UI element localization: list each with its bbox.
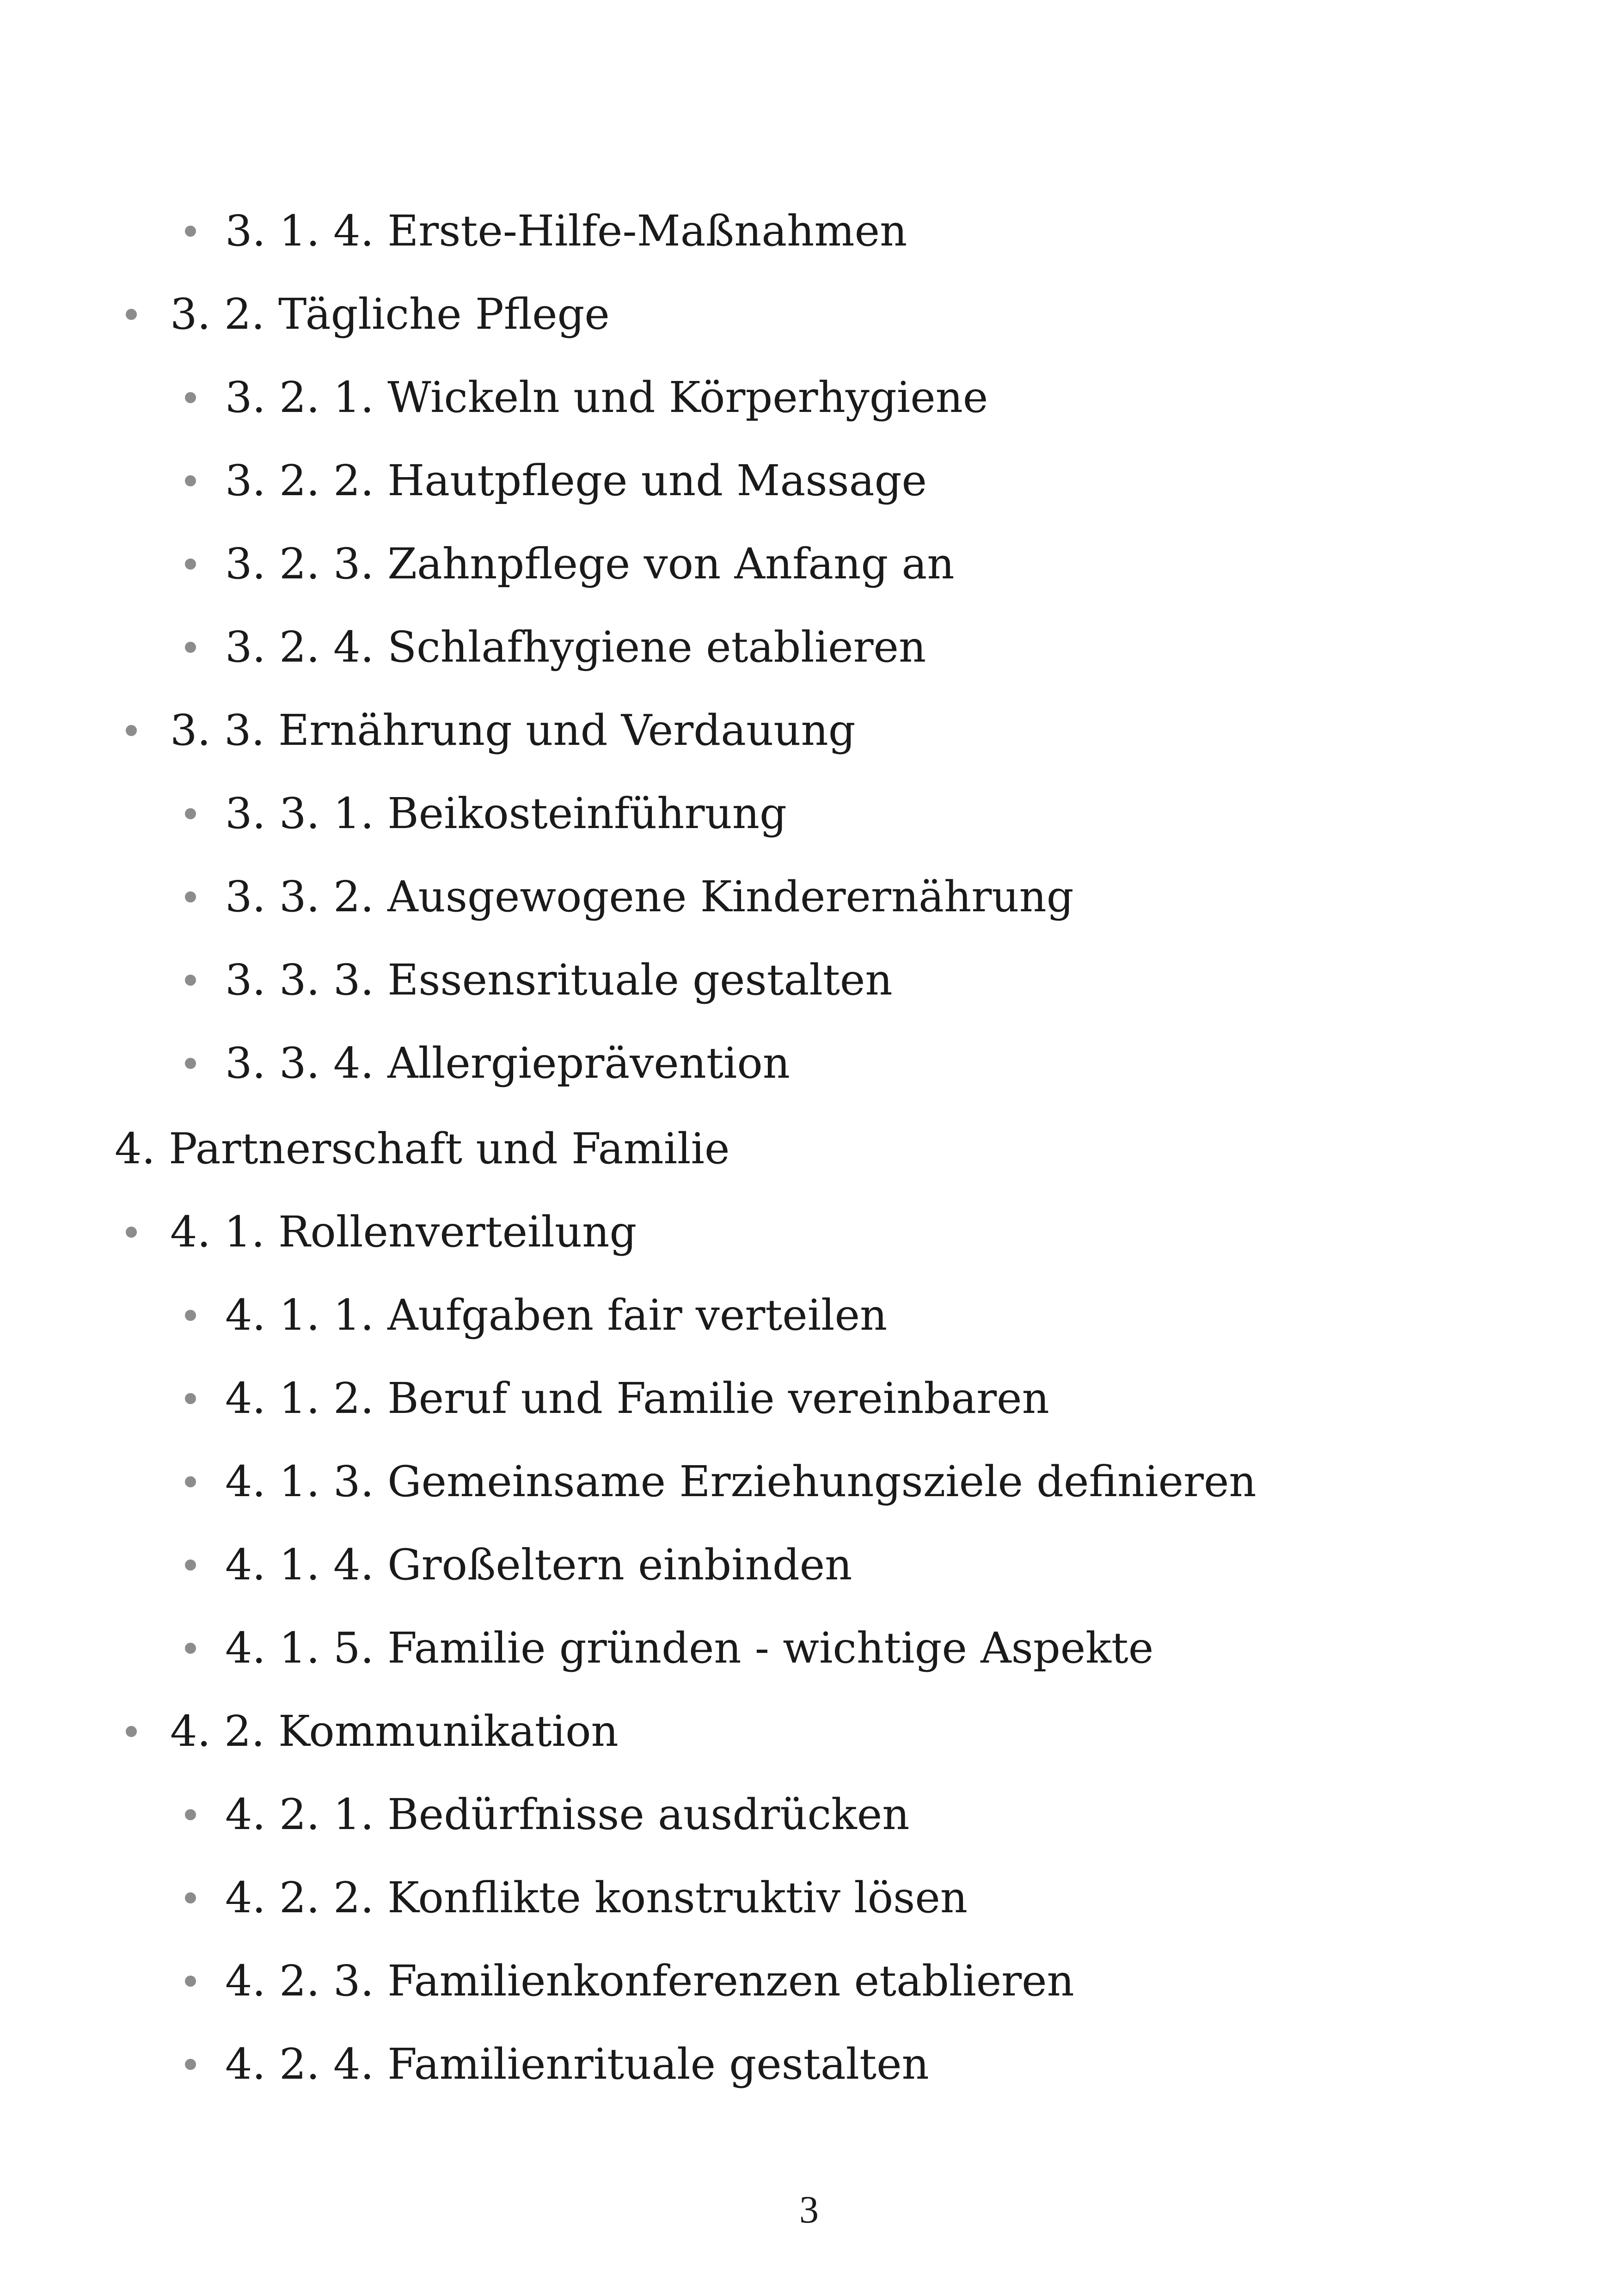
toc-entry-label: 3. 2. 1. Wickeln und Körperhygiene [225, 373, 988, 422]
bullet-icon [185, 475, 196, 486]
bullet-icon [185, 1476, 196, 1487]
toc-entry-label: 3. 2. 3. Zahnpflege von Anfang an [225, 539, 955, 589]
bullet-icon [185, 891, 196, 902]
bullet-icon [185, 559, 196, 570]
bullet-icon [185, 808, 196, 819]
bullet-icon [126, 1227, 137, 1238]
toc-entry-label: 4. 2. 3. Familienkonferenzen etablieren [225, 1956, 1074, 2006]
toc-entry-label: 4. 1. 1. Aufgaben fair verteilen [225, 1290, 888, 1340]
toc-entry-label: 4. 2. Kommunikation [170, 1707, 619, 1756]
bullet-icon [185, 642, 196, 653]
toc-entry-label: 3. 2. Tägliche Pflege [170, 289, 610, 339]
toc-entry-label: 3. 3. 1. Beikosteinführung [225, 789, 787, 838]
toc-entry-label: 4. 2. 2. Konflikte konstruktiv lösen [225, 1873, 968, 1922]
toc-entry-label: 3. 3. 3. Essensrituale gestalten [225, 955, 893, 1005]
toc-entry-label: 4. 1. 2. Beruf und Familie vereinbaren [225, 1374, 1049, 1423]
toc-entry-label: 4. 2. 4. Familienrituale gestalten [225, 2039, 929, 2089]
bullet-icon [185, 975, 196, 986]
bullet-icon [126, 1726, 137, 1737]
bullet-icon [185, 1643, 196, 1654]
bullet-icon [185, 2059, 196, 2070]
bullet-icon [185, 1809, 196, 1820]
bullet-icon [185, 1892, 196, 1903]
toc-entry-label: 4. 2. 1. Bedürfnisse ausdrücken [225, 1790, 910, 1839]
toc-entry-label: 3. 3. 4. Allergieprävention [225, 1038, 790, 1088]
toc-entry-label: 4. 1. 3. Gemeinsame Erziehungsziele definieren [225, 1457, 1256, 1506]
toc-entry-label: 4. 1. Rollenverteilung [170, 1207, 637, 1257]
bullet-icon [185, 1559, 196, 1571]
toc-chapter-label: 4. Partnerschaft und Familie [115, 1124, 730, 1173]
bullet-icon [126, 309, 137, 320]
bullet-icon [185, 1976, 196, 1987]
toc-entry-label: 3. 2. 2. Hautpflege und Massage [225, 456, 927, 505]
bullet-icon [185, 1058, 196, 1069]
bullet-icon [185, 392, 196, 403]
bullet-icon [185, 226, 196, 237]
page-number: 3 [799, 2188, 819, 2231]
bullet-icon [126, 725, 137, 736]
toc-entry-label: 3. 1. 4. Erste-Hilfe-Maßnahmen [225, 206, 907, 256]
toc-entry-label: 4. 1. 5. Familie gründen - wichtige Aspekte [225, 1623, 1154, 1673]
toc-entry-label: 3. 3. 2. Ausgewogene Kinderernährung [225, 872, 1074, 921]
toc-entry-label: 3. 3. Ernährung und Verdauung [170, 706, 856, 755]
toc-entry-label: 3. 2. 4. Schlafhygiene etablieren [225, 622, 926, 672]
toc-entry-label: 4. 1. 4. Großeltern einbinden [225, 1540, 852, 1590]
bullet-icon [185, 1393, 196, 1404]
bullet-icon [185, 1310, 196, 1321]
